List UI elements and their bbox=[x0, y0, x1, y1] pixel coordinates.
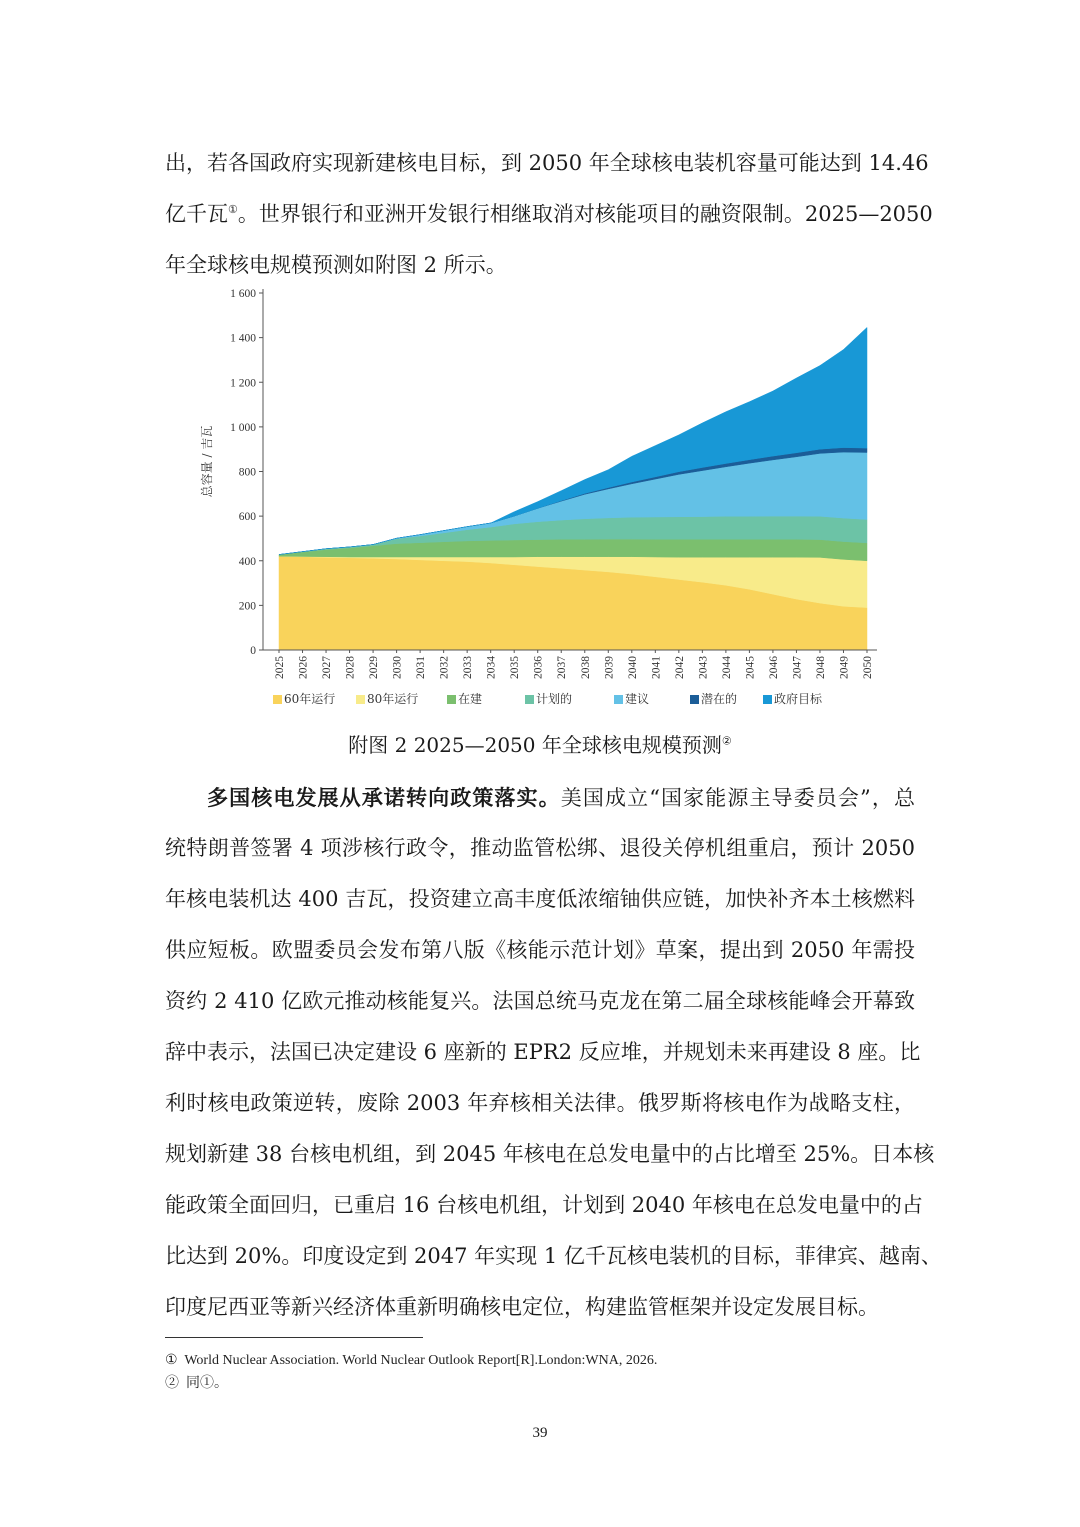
legend-swatch bbox=[690, 695, 699, 704]
footnote-2-mark: ② bbox=[165, 1376, 179, 1391]
page-number: 39 bbox=[532, 1425, 548, 1441]
legend-label: 政府目标 bbox=[774, 692, 823, 706]
x-tick-label: 2039 bbox=[603, 656, 616, 679]
x-tick-label: 2036 bbox=[532, 656, 545, 679]
body-line-7: 利时核电政策逆转，废除 2003 年弃核相关法律。俄罗斯将核电作为战略支柱， bbox=[165, 1091, 915, 1115]
x-tick-label: 2048 bbox=[814, 656, 827, 679]
y-tick-label: 1 400 bbox=[230, 332, 256, 345]
legend-label: 建议 bbox=[625, 692, 650, 706]
x-tick-label: 2026 bbox=[297, 656, 310, 679]
body-line-9: 能政策全面回归，已重启 16 台核电机组，计划到 2040 年核电在总发电量中的占 bbox=[165, 1193, 923, 1217]
body-line-2: 统特朗普签署 4 项涉核行政令，推动监管松绑、退役关停机组重启，预计 2050 bbox=[165, 836, 915, 860]
y-tick-label: 400 bbox=[238, 555, 256, 568]
x-tick-label: 2035 bbox=[509, 656, 522, 679]
x-tick-label: 2045 bbox=[744, 656, 757, 679]
y-tick-label: 0 bbox=[250, 645, 256, 657]
y-tick-label: 800 bbox=[238, 466, 256, 479]
intro-paragraph bbox=[165, 138, 933, 291]
legend-swatch bbox=[763, 695, 772, 704]
y-axis-label: 总容量 / 吉瓦 bbox=[200, 425, 214, 498]
legend-swatch bbox=[273, 695, 282, 704]
x-tick-label: 2047 bbox=[791, 656, 804, 679]
figure-caption bbox=[0, 730, 1080, 760]
legend-label: 80年运行 bbox=[367, 692, 419, 706]
body-line-3: 年核电装机达 400 吉瓦，投资建立高丰度低浓缩铀供应链，加快补齐本土核燃料 bbox=[165, 887, 915, 911]
y-tick-label: 600 bbox=[238, 511, 256, 524]
legend-swatch bbox=[447, 695, 456, 704]
body-line-5: 资约 2 410 亿欧元推动核能复兴。法国总统马克龙在第二届全球核能峰会开幕致 bbox=[165, 989, 915, 1013]
body-line-6: 辞中表示，法国已决定建设 6 座新的 EPR2 反应堆，并规划未来再建设 8 座。比 bbox=[165, 1040, 921, 1064]
footnote-1-text: World Nuclear Association. World Nuclear Outlook Report[R].London:WNA, 2026. bbox=[184, 1353, 658, 1368]
x-tick-label: 2050 bbox=[862, 656, 874, 679]
x-tick-label: 2031 bbox=[415, 656, 428, 679]
x-tick-label: 2025 bbox=[274, 656, 286, 679]
footnote-1-mark: ① bbox=[165, 1353, 178, 1368]
x-tick-label: 2044 bbox=[720, 656, 733, 679]
legend-swatch bbox=[614, 695, 623, 704]
intro-line-2-end: 。世界银行和亚洲开发银行相继取消对核能项目的融资限制。2025—2050 bbox=[237, 202, 933, 226]
body-line-1-rest: 美国成立“国家能源主导委员会”，总 bbox=[560, 786, 915, 810]
body-lead-sentence: 多国核电发展从承诺转向政策落实。 bbox=[207, 785, 561, 810]
x-tick-label: 2040 bbox=[626, 656, 639, 679]
legend-swatch bbox=[356, 695, 365, 704]
footnote-2-text: 同①。 bbox=[186, 1376, 228, 1391]
x-tick-label: 2032 bbox=[438, 656, 451, 679]
legend-label: 60年运行 bbox=[284, 692, 336, 706]
intro-line-2 bbox=[165, 189, 933, 240]
x-tick-label: 2027 bbox=[321, 656, 334, 679]
nuclear-capacity-area-chart bbox=[190, 282, 890, 722]
chart-ylabel-group bbox=[199, 426, 214, 498]
y-tick-label: 200 bbox=[238, 600, 256, 613]
x-tick-label: 2043 bbox=[697, 656, 710, 679]
legend-swatch bbox=[525, 695, 534, 704]
body-paragraph bbox=[165, 772, 942, 1333]
intro-line-1: 出，若各国政府实现新建核电目标，到 2050 年全球核电装机容量可能达到 14.46 bbox=[165, 151, 929, 175]
body-line-1 bbox=[165, 772, 915, 823]
legend-label: 潜在的 bbox=[701, 692, 738, 706]
y-tick-label: 1 600 bbox=[230, 288, 256, 300]
x-tick-label: 2037 bbox=[556, 656, 569, 679]
x-tick-label: 2034 bbox=[485, 656, 498, 679]
x-tick-label: 2029 bbox=[368, 656, 381, 679]
legend-label: 计划的 bbox=[536, 692, 573, 706]
y-tick-label: 1 000 bbox=[230, 421, 256, 434]
body-line-8: 规划新建 38 台核电机组，到 2045 年核电在总发电量中的占比增至 25%。日本核 bbox=[165, 1142, 935, 1166]
body-line-11: 印度尼西亚等新兴经济体重新明确核电定位，构建监管框架并设定发展目标。 bbox=[165, 1295, 879, 1319]
y-tick-label: 1 200 bbox=[230, 377, 256, 390]
footnote-1 bbox=[165, 1351, 657, 1371]
x-tick-label: 2042 bbox=[673, 656, 686, 679]
intro-line-2-start: 亿千瓦 bbox=[165, 202, 228, 226]
x-tick-label: 2049 bbox=[838, 656, 851, 679]
footnote-ref-2[interactable]: ② bbox=[721, 734, 732, 748]
footnote-ref-1[interactable]: ① bbox=[228, 203, 238, 216]
x-tick-label: 2028 bbox=[344, 656, 357, 679]
x-tick-label: 2030 bbox=[391, 656, 404, 679]
x-tick-label: 2041 bbox=[650, 656, 663, 679]
x-tick-label: 2038 bbox=[579, 656, 592, 679]
x-tick-label: 2033 bbox=[462, 656, 475, 679]
body-line-10: 比达到 20%。印度设定到 2047 年实现 1 亿千瓦核电装机的目标，菲律宾、越南、 bbox=[165, 1244, 942, 1268]
figure-caption-text: 附图 2 2025—2050 年全球核电规模预测 bbox=[348, 733, 722, 757]
chart-legend bbox=[273, 691, 823, 706]
x-tick-label: 2046 bbox=[767, 656, 780, 679]
intro-line-3: 年全球核电规模预测如附图 2 所示。 bbox=[165, 253, 507, 277]
legend-label: 在建 bbox=[458, 692, 483, 706]
body-line-4: 供应短板。欧盟委员会发布第八版《核能示范计划》草案，提出到 2050 年需投 bbox=[165, 938, 915, 962]
footnote-2 bbox=[165, 1374, 228, 1394]
chart-areas bbox=[279, 327, 867, 650]
footnote-divider bbox=[165, 1337, 423, 1338]
